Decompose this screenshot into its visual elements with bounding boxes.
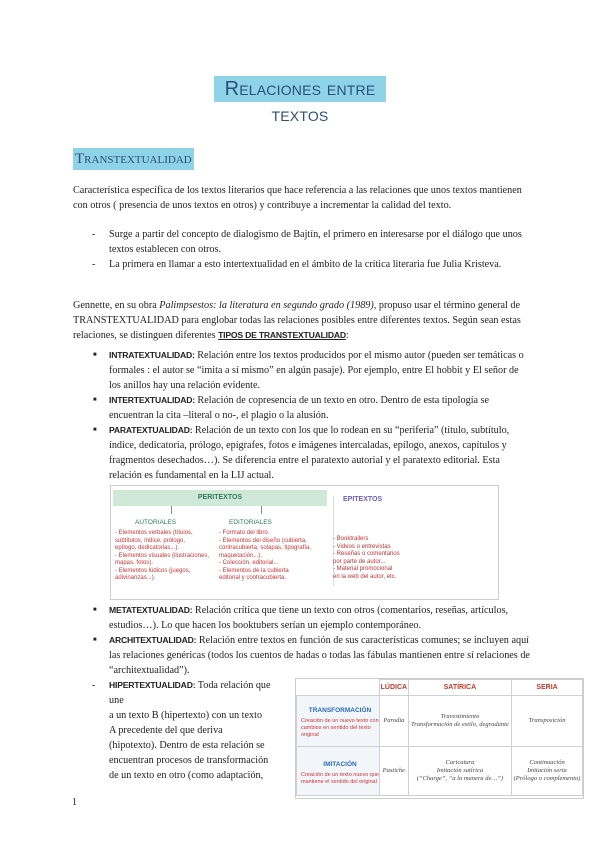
table-cell: Transposición xyxy=(512,696,583,747)
type-term: INTRATEXTUALIDAD: xyxy=(109,350,195,360)
type-term: HIPERTEXTUALIDAD: xyxy=(109,680,196,690)
diagram-line: por parte de autor... xyxy=(333,558,386,565)
section-heading: Transtextualidad xyxy=(73,148,194,170)
page-title: Relaciones entre textos xyxy=(214,76,386,102)
type-text: Relación de un texto con los que lo rodean en su “periferia” (título, subtítulo, índice, dedicatoria, prólogo, epígrafes, fotos e imágenes intercaladas, epílogo, anexos, capítulos y fragmentos desechados…). Se diferencia entre el paratexto autorial y el paratexto editorial. Esta relación es fundamental en la LIJ actual. xyxy=(109,425,510,481)
diagram-line: - Booktrailers xyxy=(333,536,369,542)
diagram-line: - Reseñas o comentarios xyxy=(333,551,400,557)
diagram-line: mapas, fotos). xyxy=(115,560,154,566)
type-text: Relación de copresencia de un texto en otro. Dentro de esta tipología se encuentran la cita –literal o no-, el plagio o la alusión. xyxy=(109,395,490,421)
editoriales-list xyxy=(219,530,329,583)
table-row xyxy=(297,747,583,796)
table-cell: Continuación Imitación seria (Prólogo o complemento) xyxy=(512,747,583,796)
table-header: SATÍRICA xyxy=(408,680,511,696)
connector xyxy=(171,506,172,514)
table-header: SERIA xyxy=(512,680,583,696)
types-label: TIPOS DE TRANSTEXTUALIDAD xyxy=(218,330,346,340)
hyper-line: (hipotexto). Dentro de esta relación se xyxy=(109,740,265,751)
row-label-title: IMITACIÓN xyxy=(323,760,357,768)
type-term: ARCHITEXTUALIDAD: xyxy=(109,635,197,645)
table-cell: Travestimiento Transformación de estilo, degradante xyxy=(408,696,511,747)
table-cell: Parodia xyxy=(380,696,409,747)
autoriales-list xyxy=(115,530,219,583)
hyper-line: a un texto B (hipertexto) con un texto xyxy=(109,710,263,721)
connector xyxy=(261,506,262,514)
diagram-line: editorial y contracubierta. xyxy=(219,575,287,581)
diagram-line: - Elementos de la cubierta xyxy=(219,567,289,574)
genette-paragraph xyxy=(73,298,533,343)
type-term: METATEXTUALIDAD: xyxy=(109,605,193,615)
diagram-line: - Elementos del diseño (cubierta, xyxy=(219,537,307,544)
table-cell: Pastiche xyxy=(380,747,409,796)
diagram-line: epílogo, dedicatorias...). xyxy=(115,545,180,551)
types-list-2 xyxy=(92,603,532,678)
diagram-line: - Videos o entrevistas xyxy=(333,543,391,550)
hyper-line: A precedente del que deriva xyxy=(109,725,223,736)
type-term: INTERTEXTUALIDAD: xyxy=(109,395,195,405)
diagram-line: en la web del autor, etc. xyxy=(333,573,397,580)
type-text: Relación entre los textos producidos por el mismo autor (pueden ser temáticas o formales : el autor se “imita a sí mismo” en algún pasaje). Por ejemplo, entre El hobbit y El señor de los anillos hay una relación evidente. xyxy=(109,350,524,391)
colon: : xyxy=(345,330,349,341)
diagram-line: - Formato del libro. xyxy=(219,530,270,536)
diagram-line: - Elementos lúdicos (juegos, xyxy=(115,567,191,574)
hypertext-table xyxy=(295,678,584,799)
row-label-title: TRANSFORMACIÓN xyxy=(308,707,372,714)
type-item xyxy=(92,348,532,393)
genette-pre: Gennette, en su obra xyxy=(73,300,160,311)
diagram-line: - Elementos verbales (títulos, xyxy=(115,530,193,536)
row-label-desc: Creación de un texto nuevo que mantiene el sentido del original xyxy=(301,771,379,785)
type-text: Relación crítica que tiene un texto con otros (comentarios, reseñas, artículos, estudios…). Lo que hacen los booktubers serían un ejemplo contemporáneo. xyxy=(109,605,509,631)
hyper-line: de un texto en otro (como adaptación, xyxy=(109,770,264,781)
diagram-line: - Elementos visuales (ilustraciones, xyxy=(115,552,210,559)
diagram-line: contracubierta, solapas, tipografía, xyxy=(219,545,312,551)
diagram-line: - Material promocional xyxy=(333,566,393,572)
hyper-list xyxy=(92,678,287,783)
list-item: - Surge a partir del concepto de dialogismo de Bajtín, el primero en interesarse por el diálogo que unos textos establecen con otros. xyxy=(92,227,522,257)
epitextos-list xyxy=(333,536,433,581)
paratext-diagram xyxy=(110,485,499,600)
table-cell: Caricatura Imitación satírica (“Charge”, “a la manera de…”) xyxy=(408,747,511,796)
list-item: - La primera en llamar a esto intertextualidad en el ámbito de la crítica literaria fue Julia Kristeva. xyxy=(92,257,522,272)
row-label xyxy=(297,747,380,796)
peritextos-label: PERITEXTOS xyxy=(113,490,327,506)
type-text: Relación entre textos en función de sus características comunes; se incluyen aquí las relaciones genéricas (todos los cuentos de hadas o todas las fábulas mantienen entre sí relaciones de “architextualidad”). xyxy=(109,635,530,676)
diagram-line: maquetación...). xyxy=(219,552,263,559)
row-label xyxy=(297,696,380,747)
row-label-desc: Creación de un nuevo texto con cambios en sentido del texto original xyxy=(301,718,379,738)
autoriales-label: AUTORIALES xyxy=(135,519,177,526)
type-item xyxy=(92,633,532,678)
type-item xyxy=(92,393,532,423)
diagram-line: adivinanzas...). xyxy=(115,575,156,581)
diagram-line: subtítulos, índice, prólogo, xyxy=(115,537,186,544)
table-header: LÚDICA xyxy=(380,680,409,696)
type-item xyxy=(92,603,532,633)
table-corner xyxy=(297,680,380,696)
genette-mid: , propuso usar el término general de TRANSTEXTUALIDAD para englobar todas las relaciones posibles entre diferentes textos. Según sean estas relaciones, se distinguen diferentes xyxy=(73,300,521,341)
type-item xyxy=(92,678,287,783)
type-term: PARATEXTUALIDAD: xyxy=(109,425,193,435)
diagram-line: - Colección, editorial... xyxy=(219,560,279,566)
hyper-line: encuentran procesos de transformación xyxy=(109,755,269,766)
editoriales-label: EDITORIALES xyxy=(229,519,272,526)
types-list xyxy=(92,348,532,483)
page-number: 1 xyxy=(72,797,77,808)
hyper-line: Toda relación que une xyxy=(109,680,271,706)
intro-paragraph: Característica específica de los textos literarios que hace referencia a las relaciones que unos textos mantienen con otros ( presencia de unos textos en otros) y contribuye a incrementar la calidad del texto. xyxy=(73,185,522,211)
type-item xyxy=(92,423,532,483)
epitextos-label: EPITEXTOS xyxy=(343,496,383,503)
intro-list xyxy=(92,227,522,272)
work-title: Palimpsestos: la literatura en segundo grado (1989) xyxy=(159,300,374,311)
table-row xyxy=(297,696,583,747)
